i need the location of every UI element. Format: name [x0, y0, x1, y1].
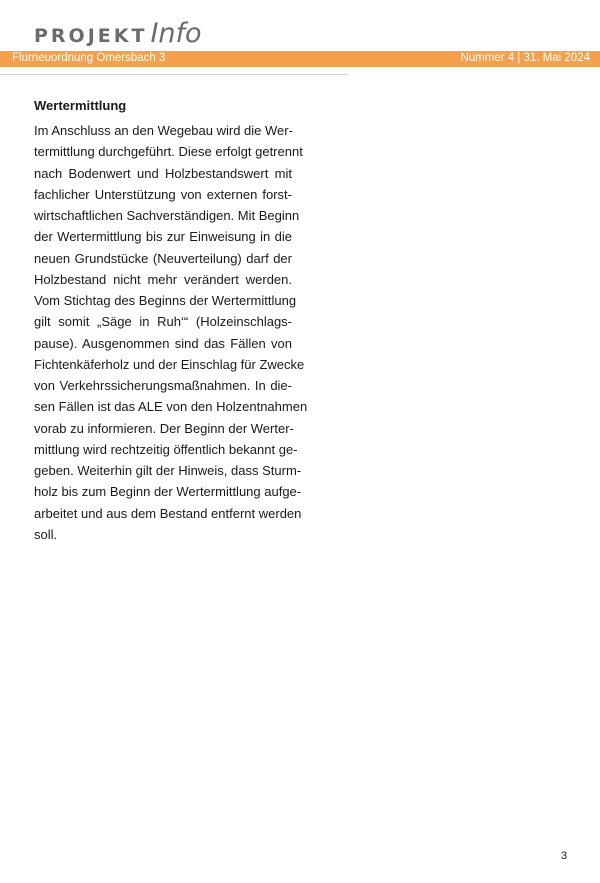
project-title: Flurneuordnung Omersbach 3 [12, 52, 166, 64]
article-line: pause). Ausgenommen sind das Fällen von [34, 335, 292, 351]
article-line: Holzbestand nicht mehr verändert werden. [34, 271, 292, 287]
projekt-info-logo [34, 18, 202, 49]
article-line: Fichtenkäferholz und der Einschlag für Zwecke [34, 356, 305, 372]
article-line: arbeitet und aus dem Bestand entfernt werden [34, 505, 302, 521]
article-line: holz bis zum Beginn der Wertermittlung aufge- [34, 484, 302, 500]
article-line: Vom Stichtag des Beginns der Wertermittlung [34, 293, 297, 308]
article-line: Im Anschluss an den Wegebau wird die Wer- [34, 123, 293, 138]
article-line: nach Bodenwert und Holzbestandswert mit [34, 165, 292, 181]
logo-info-text: Info [150, 18, 202, 49]
article-line: neuen Grundstücke (Neuverteilung) darf der [34, 250, 292, 266]
article-line: soll. [34, 526, 58, 542]
article-line: mittlung wird rechtzeitig öffentlich bekannt ge- [34, 441, 298, 457]
article-line: termittlung durchgeführt. Diese erfolgt getrennt [34, 144, 303, 160]
article-line: geben. Weiterhin gilt der Hinweis, dass Sturm- [34, 463, 302, 478]
article-line: sen Fällen ist das ALE von den Holzentnahmen [34, 399, 308, 415]
header-band [0, 51, 600, 67]
page-number: 3 [561, 850, 568, 862]
article-line: gilt somit „Säge in Ruh‘“ (Holzeinschlags- [34, 314, 292, 330]
article-line: fachlicher Unterstützung von externen forst- [34, 186, 292, 202]
article-heading: Wertermittlung [34, 98, 127, 113]
header-divider [0, 74, 348, 75]
issue-number-date: Nummer 4 | 31. Mai 2024 [460, 52, 590, 64]
article-line: wirtschaftlichen Sachverständigen. Mit Beginn [34, 208, 300, 223]
article-body [34, 120, 308, 545]
logo-projekt-text: PROJEKT [34, 25, 148, 47]
article-line: von Verkehrssicherungsmaßnahmen. In die- [34, 378, 292, 393]
article-line: vorab zu informieren. Der Beginn der Werter- [34, 420, 294, 436]
article-line: der Wertermittlung bis zur Einweisung in die [34, 229, 292, 245]
